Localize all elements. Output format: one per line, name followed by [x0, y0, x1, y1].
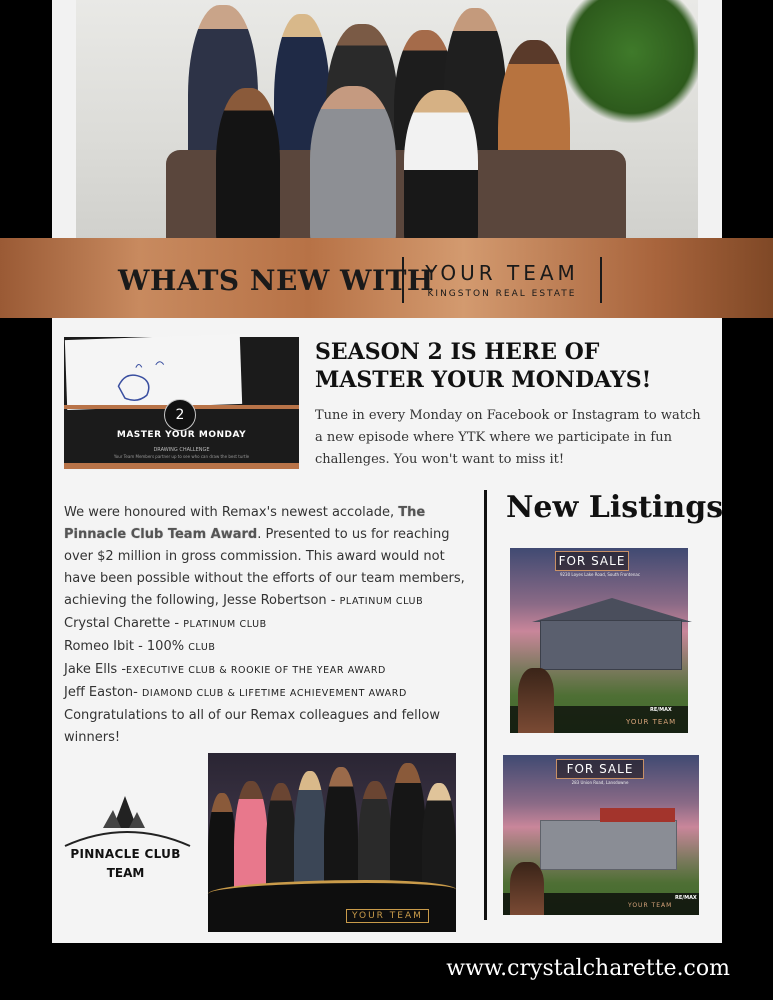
drawing-sketch-icon	[65, 334, 242, 410]
listing-brand: YOUR TEAM	[626, 718, 677, 726]
award-line-name: Romeo Ibit - 100%	[64, 639, 189, 654]
house-roof	[532, 598, 692, 622]
thumbnail-bottom-bar	[64, 463, 299, 469]
agent-photo	[510, 862, 544, 915]
new-listings-title: New Listings	[506, 490, 724, 525]
award-line-name: Jake Ells -	[64, 662, 127, 677]
award-line-name: Jeff Easton-	[64, 685, 142, 700]
pinnacle-club-name: PINNACLE CLUB	[70, 847, 181, 861]
pinnacle-arc-icon	[60, 826, 195, 848]
agent-photo	[518, 668, 554, 733]
for-sale-badge: FOR SALE	[555, 551, 629, 571]
gala-photo-wave	[208, 880, 456, 932]
your-team-logo-text: YOUR TEAM	[425, 261, 579, 285]
award-paragraph	[64, 502, 474, 749]
column-divider	[484, 490, 487, 920]
house-photo	[540, 820, 677, 870]
listing-address: 9230 Loyes Lake Road, South Frontenac	[559, 572, 641, 577]
award-text-start: We were honoured with Remax's newest accolade,	[64, 505, 399, 520]
award-text-middle: . Presented to us for reaching over $2 million in gross commission. This award would not have been possible without the efforts of our team members, achieving the following, Jesse Robertson -	[64, 527, 465, 608]
listing-brand: YOUR TEAM	[628, 902, 673, 909]
remax-logo: RE/MAX	[650, 707, 672, 713]
award-name: The Pinnacle Club Team Award	[64, 505, 426, 542]
gala-your-team-logo: YOUR TEAM	[346, 909, 429, 923]
banner-title: WHATS NEW WITH	[118, 264, 434, 297]
listing-address: 283 Union Road, Lansdowne	[571, 780, 629, 785]
award-line-name: Crystal Charette -	[64, 616, 184, 631]
award-line-club: DIAMOND CLUB & LIFETIME ACHIEVEMENT AWARD	[142, 688, 407, 699]
house-roof	[600, 808, 675, 822]
team-photo	[76, 0, 698, 250]
for-sale-badge: FOR SALE	[556, 759, 644, 779]
website-link[interactable]: www.crystalcharette.com	[446, 956, 730, 981]
thumbnail-caption: Your Team Members partner up to see who can draw the best turtle	[113, 454, 250, 459]
your-team-logo-subtitle: KINGSTON REAL ESTATE	[427, 289, 577, 299]
award-closing: Congratulations to all of our Remax colleagues and fellow winners!	[64, 708, 440, 745]
thumbnail-subtitle: DRAWING CHALLENGE	[153, 447, 210, 453]
season-number-badge: 2	[164, 399, 196, 431]
award-line-club: CLUB	[188, 642, 216, 653]
thumbnail-title: MASTER YOUR MONDAY	[116, 430, 247, 440]
drawing-paper	[65, 334, 242, 410]
house-photo	[540, 620, 682, 670]
season-heading: SEASON 2 IS HERE OF MASTER YOUR MONDAYS!	[315, 339, 652, 393]
award-club-1: PLATINUM CLUB	[339, 596, 424, 607]
remax-logo: RE/MAX	[675, 895, 697, 901]
pinnacle-club-team: TEAM	[106, 866, 145, 880]
award-line-club: EXECUTIVE CLUB & ROOKIE OF THE YEAR AWARD	[126, 665, 386, 676]
season-intro: Tune in every Monday on Facebook or Instagram to watch a new episode where YTK where we participate in fun challenges. You won't want to miss it!	[315, 408, 701, 467]
award-line-club: PLATINUM CLUB	[183, 619, 267, 630]
